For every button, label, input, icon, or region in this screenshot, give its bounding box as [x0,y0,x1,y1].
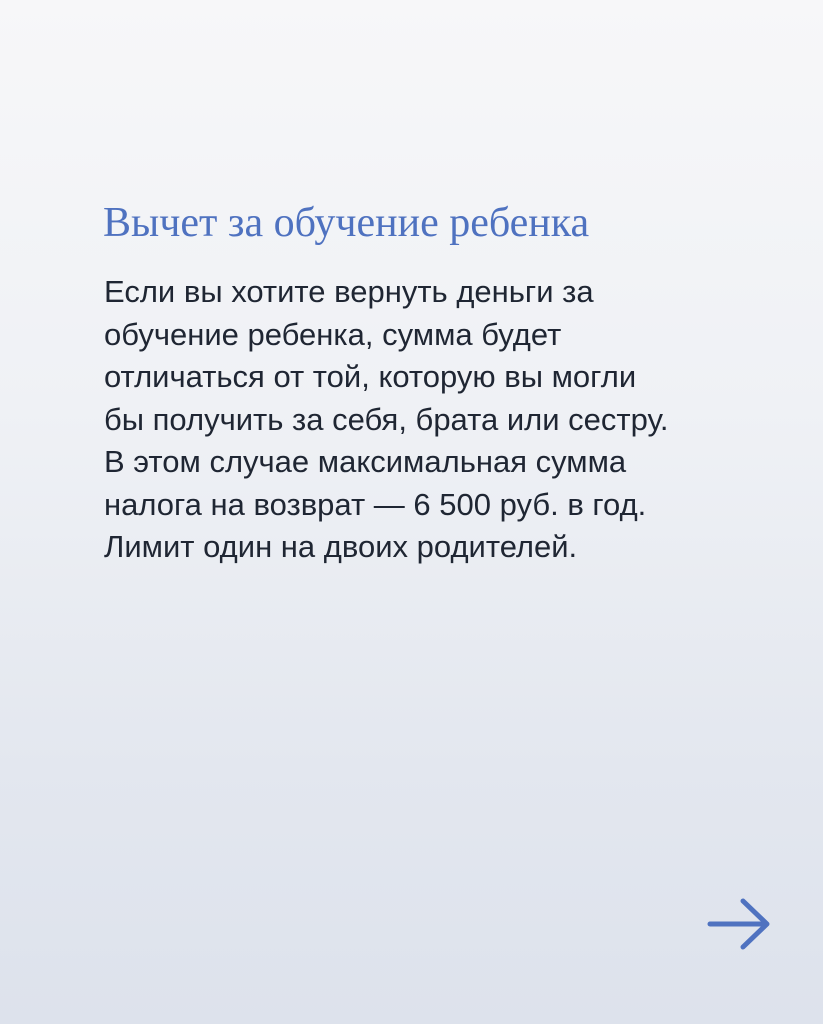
slide-body-text [104,271,784,569]
body-line: обучение ребенка, сумма будет [104,316,562,352]
next-slide-button[interactable] [706,896,772,952]
body-line: налога на возврат — 6 500 руб. в год. [104,486,647,522]
arrow-right-icon [706,896,772,952]
slide-title: Вычет за обучение ребенка [103,200,590,246]
body-line: Если вы хотите вернуть деньги за [104,274,594,309]
body-line: отличаться от той, которую вы могли [104,359,637,394]
body-line: бы получить за себя, брата или сестру. [104,401,669,437]
body-line: Лимит один на двоих родителей. [104,529,578,564]
body-line: В этом случае максимальная сумма [104,444,627,479]
